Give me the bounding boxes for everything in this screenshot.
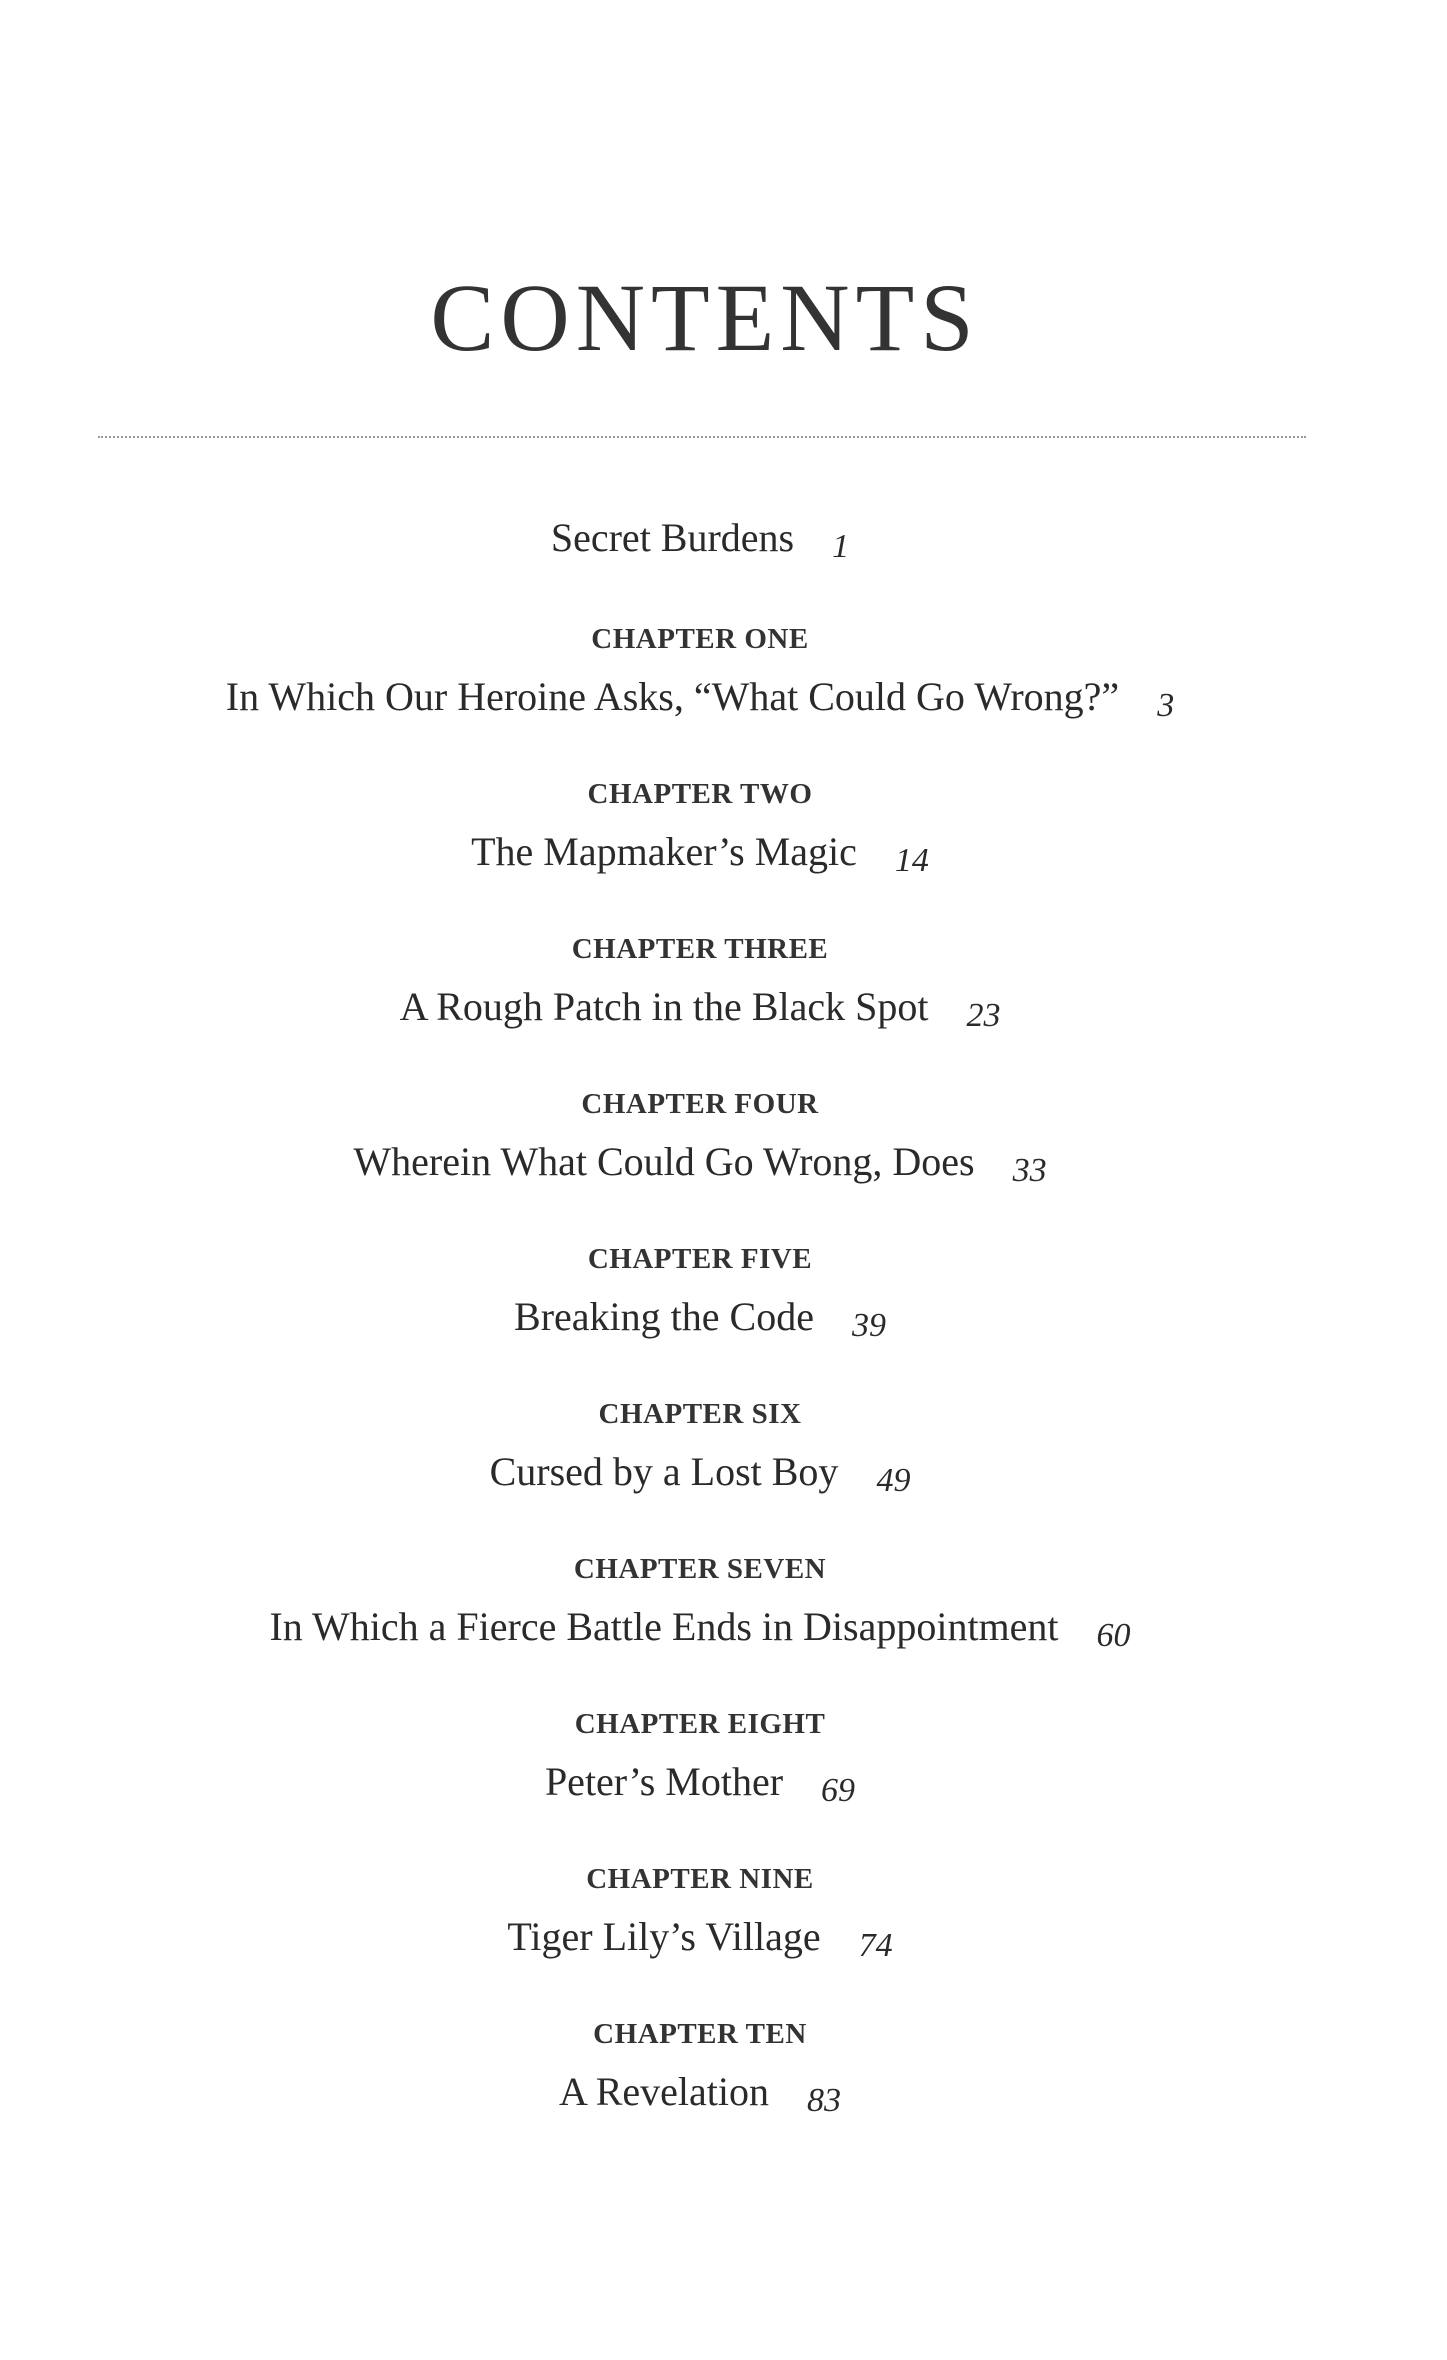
- toc-entry-line: [0, 1136, 1400, 1191]
- toc-entry-chapter-2: [0, 776, 1400, 881]
- toc-entry-chapter-5: [0, 1241, 1400, 1346]
- chapter-title: Peter’s Mother: [544, 1759, 784, 1804]
- chapter-label: CHAPTER FIVE: [587, 1243, 813, 1275]
- toc-page-number: 23: [966, 997, 1001, 1034]
- toc-entry-line: [0, 1446, 1400, 1501]
- toc-entry-chapter-4: [0, 1086, 1400, 1191]
- chapter-label: CHAPTER SIX: [598, 1398, 802, 1430]
- chapter-label: CHAPTER EIGHT: [574, 1708, 826, 1740]
- toc-page-number: 69: [821, 1772, 856, 1809]
- toc-entry-title: Secret Burdens: [550, 515, 795, 560]
- chapter-title: Breaking the Code: [514, 1294, 814, 1339]
- toc-entry-line: [0, 1291, 1400, 1346]
- toc-entry-intro: [0, 512, 1400, 567]
- toc-entry-line: [0, 671, 1400, 726]
- toc-entry-chapter-1: [0, 621, 1400, 726]
- toc-page-number: 74: [858, 1927, 893, 1964]
- toc-entry-line: [0, 981, 1400, 1036]
- toc-entry-chapter-9: [0, 1861, 1400, 1966]
- chapter-label: CHAPTER TEN: [593, 2018, 807, 2050]
- toc-entry-chapter-10: [0, 2016, 1400, 2121]
- chapter-title: The Mapmaker’s Magic: [471, 829, 857, 874]
- toc-page-number: 14: [894, 842, 929, 879]
- toc-entry-chapter-8: [0, 1706, 1400, 1811]
- page-title: CONTENTS: [430, 264, 980, 372]
- chapter-title: Cursed by a Lost Boy: [489, 1449, 839, 1494]
- title-divider: [98, 436, 1306, 438]
- toc-page-number: 39: [851, 1307, 886, 1344]
- chapter-label: CHAPTER ONE: [591, 623, 809, 655]
- chapter-label: CHAPTER THREE: [571, 933, 829, 965]
- chapter-title: In Which Our Heroine Asks, “What Could Go Wrong?”: [225, 674, 1120, 719]
- toc-entry-line: [0, 1756, 1400, 1811]
- toc-entry-chapter-3: [0, 931, 1400, 1036]
- chapter-title: A Rough Patch in the Black Spot: [399, 984, 929, 1029]
- toc-entry-line: [0, 512, 1400, 567]
- toc-page-number: 33: [1012, 1152, 1047, 1189]
- chapter-label: CHAPTER NINE: [586, 1863, 814, 1895]
- toc-page-number: 3: [1157, 687, 1175, 724]
- chapter-title: Wherein What Could Go Wrong, Does: [353, 1139, 975, 1184]
- table-of-contents: [0, 512, 1400, 2171]
- toc-page-number: 49: [876, 1462, 911, 1499]
- toc-entry-line: [0, 2066, 1400, 2121]
- toc-entry-chapter-6: [0, 1396, 1400, 1501]
- toc-entry-line: [0, 1911, 1400, 1966]
- chapter-title: A Revelation: [559, 2069, 769, 2114]
- chapter-title: Tiger Lily’s Village: [507, 1914, 821, 1959]
- toc-page-number: 60: [1096, 1617, 1131, 1654]
- toc-page-number: 83: [806, 2082, 841, 2119]
- chapter-title: In Which a Fierce Battle Ends in Disappointment: [269, 1604, 1059, 1649]
- toc-page-number: 1: [832, 528, 850, 565]
- chapter-label: CHAPTER TWO: [587, 778, 813, 810]
- toc-entry-chapter-7: [0, 1551, 1400, 1656]
- toc-entry-line: [0, 826, 1400, 881]
- chapter-label: CHAPTER SEVEN: [573, 1553, 827, 1585]
- chapter-label: CHAPTER FOUR: [581, 1088, 819, 1120]
- toc-entry-line: [0, 1601, 1400, 1656]
